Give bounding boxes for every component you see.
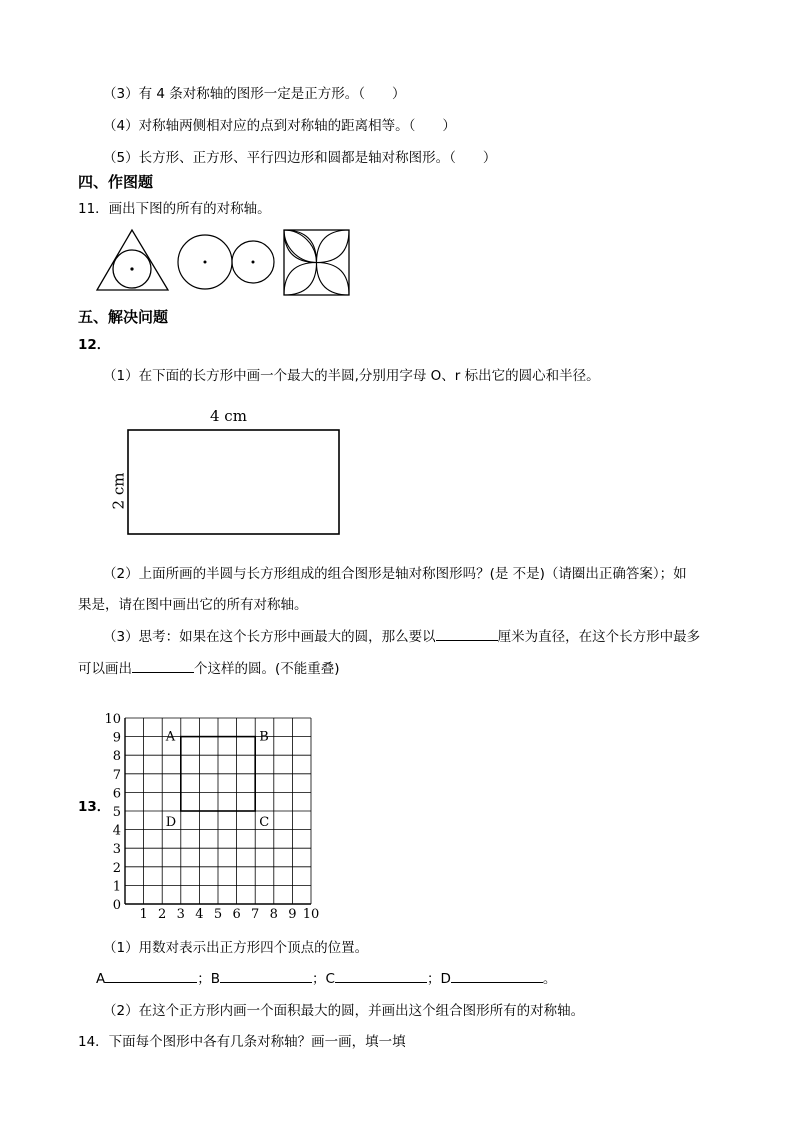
judge-item-5: （5）长方形、正方形、平行四边形和圆都是轴对称图形。（ ） [103,150,497,166]
answer-d-label: ；D [426,971,451,987]
question-12-number: 12． [78,337,111,353]
answer-b-blank[interactable] [220,968,312,983]
question-12-part-2-line2: 果是，请在图中画出它的所有对称轴。 [78,597,308,613]
x-tick-label: 6 [232,907,241,922]
y-tick-label: 1 [112,879,121,895]
answer-b-label: ；B [197,971,221,987]
question-13-number: 13． [78,799,111,815]
x-tick-label: 10 [302,907,320,922]
answer-end-mark: 。 [542,971,557,987]
answer-d-blank[interactable] [451,968,543,983]
x-tick-label: 2 [158,907,167,922]
y-tick-label: 7 [112,767,121,783]
judge-item-4: （4）对称轴两侧相对应的点到对称轴的距离相等。（ ） [103,118,456,134]
x-tick-label: 3 [176,907,185,922]
answer-a-blank[interactable] [105,968,197,983]
y-tick-label: 5 [112,805,121,820]
question-12-part-2-line1: （2）上面所画的半圆与长方形组成的组合图形是轴对称图形吗？(是 不是)（请圈出正确答案）；如 [103,566,687,582]
judge-item-3: （3）有 4 条对称轴的图形一定是正方形。（ ） [103,86,406,102]
answer-c-blank[interactable] [335,968,427,983]
vertex-d-label: D [165,815,177,830]
x-tick-label: 4 [195,907,204,922]
q12-3-text-d: 个这样的圆。(不能重叠) [194,661,340,677]
question-13-part-2: （2）在这个正方形内画一个面积最大的圆，并画出这个组合图形所有的对称轴。 [103,1003,585,1019]
vertex-answers-line [96,967,556,987]
q12-3-text-b: 厘米为直径，在这个长方形中最多 [497,629,701,645]
y-tick-label: 0 [112,898,121,913]
y-tick-label: 4 [112,823,121,839]
rect-height-label: 2 cm [109,472,128,510]
section-heading-drawing: 四、作图题 [78,173,154,191]
y-tick-label: 3 [112,842,121,858]
vertex-b-label: B [259,729,269,745]
y-tick-label: 10 [104,712,121,727]
x-tick-label: 1 [139,907,148,922]
question-12-part-1: （1）在下面的长方形中画一个最大的半圆,分别用字母 O、r 标出它的圆心和半径。 [103,368,600,384]
question-13-part-1: （1）用数对表示出正方形四个顶点的位置。 [103,940,369,956]
x-tick-label: 8 [269,907,278,922]
answer-c-label: ；C [312,971,335,987]
rect-width-label: 4 cm [210,407,247,425]
x-tick-label: 5 [213,907,223,922]
vertex-c-label: C [259,815,270,830]
question-11: 11．画出下图的所有的对称轴。 [78,201,271,217]
q12-3-text-a: （3）思考：如果在这个长方形中画最大的圆，那么要以 [103,629,436,645]
y-tick-label: 2 [112,860,121,876]
q12-3-text-c: 可以画出 [78,661,132,677]
section-heading-problems: 五、解决问题 [78,308,169,326]
vertex-a-label: A [165,729,176,745]
y-tick-label: 6 [112,786,121,802]
answer-a-label: A [96,971,106,987]
y-tick-label: 8 [112,749,121,765]
x-tick-label: 7 [251,907,260,922]
x-tick-label: 9 [288,907,297,922]
question-14: 14．下面每个图形中各有几条对称轴？画一画，填一填 [78,1034,406,1050]
y-tick-label: 9 [112,730,121,746]
